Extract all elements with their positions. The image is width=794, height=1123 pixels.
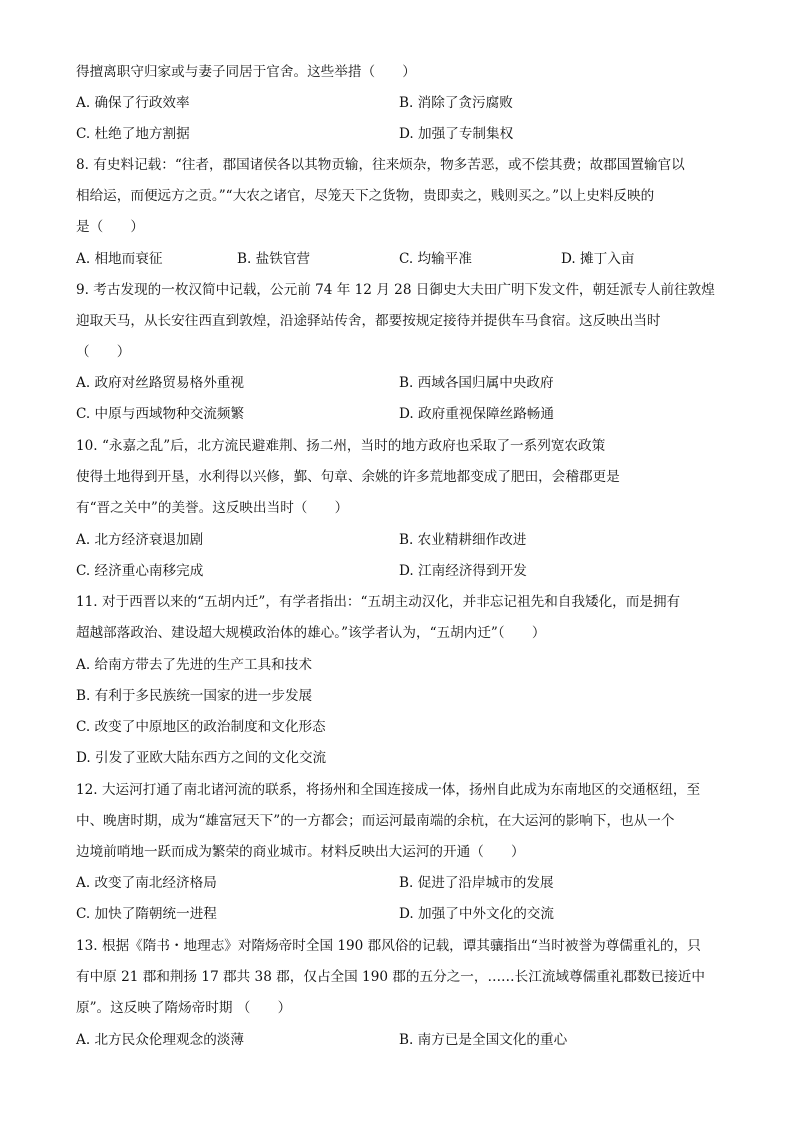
q13-option-a[interactable]: A. 北方民众伦理观念的淡薄 — [76, 1032, 244, 1048]
q11-option-d[interactable]: D. 引发了亚欧大陆东西方之间的文化交流 — [76, 750, 327, 766]
q8-option-d[interactable]: D. 摊丁入亩 — [561, 251, 635, 267]
q12-option-b[interactable]: B. 促进了沿岸城市的发展 — [399, 875, 554, 891]
q12-stem-line: 12. 大运河打通了南北诸河流的联系，将扬州和全国连接成一体，扬州自此成为东南地区的交通枢纽，至 — [76, 782, 701, 798]
q11-option-c[interactable]: C. 改变了中原地区的政治制度和文化形态 — [76, 719, 326, 735]
q10-option-b[interactable]: B. 农业精耕细作改进 — [399, 532, 527, 548]
q7-stem-continuation: 得擅离职守归家或与妻子同居于官舍。这些举措（ ） — [76, 64, 416, 80]
q7-option-c[interactable]: C. 杜绝了地方割据 — [76, 126, 190, 142]
q10-option-d[interactable]: D. 江南经济得到开发 — [399, 563, 527, 579]
q8-stem-line: 8. 有史料记载：“往者，郡国诸侯各以其物贡输，往来烦杂，物多苦恶，或不偿其费；故郡国置输官以 — [76, 157, 685, 173]
q9-option-c[interactable]: C. 中原与西域物种交流频繁 — [76, 406, 245, 422]
q12-option-d[interactable]: D. 加强了中外文化的交流 — [399, 906, 554, 922]
q11-option-a[interactable]: A. 给南方带去了先进的生产工具和技术 — [76, 657, 312, 673]
q7-option-b[interactable]: B. 消除了贪污腐败 — [399, 95, 513, 111]
q10-option-c[interactable]: C. 经济重心南移完成 — [76, 563, 204, 579]
q8-stem-line: 是（ ） — [76, 219, 144, 235]
q12-stem-line: 边境前哨地一跃而成为繁荣的商业城市。材料反映出大运河的开通（ ） — [76, 844, 525, 860]
q9-option-b[interactable]: B. 西域各国归属中央政府 — [399, 375, 554, 391]
q8-option-a[interactable]: A. 相地而衰征 — [76, 251, 163, 267]
q8-stem-line: 相给运，而便远方之贡。”“大农之诸官，尽笼天下之货物，贵即卖之，贱则买之。”以上史料反映的 — [76, 188, 655, 204]
q8-option-c[interactable]: C. 均输平准 — [399, 251, 472, 267]
q10-option-a[interactable]: A. 北方经济衰退加剧 — [76, 532, 204, 548]
q11-option-b[interactable]: B. 有利于多民族统一国家的进一步发展 — [76, 688, 313, 704]
q7-option-d[interactable]: D. 加强了专制集权 — [399, 126, 514, 142]
q7-option-a[interactable]: A. 确保了行政效率 — [76, 95, 190, 111]
q13-stem-line: 13. 根据《隋书・地理志》对隋炀帝时全国 190 郡风俗的记载，谭其骧指出“当时被誉为尊儒重礼的，只 — [76, 938, 701, 954]
q10-stem-line: 10. “永嘉之乱”后，北方流民避难荆、扬二州，当时的地方政府也采取了一系列宽农政策 — [76, 438, 606, 454]
q9-stem-line: 迎取天马，从长安往西直到敦煌，沿途驿站传舍，都要按规定接待并提供车马食宿。这反映出当时 — [76, 313, 661, 329]
q13-stem-line: 原”。这反映了隋炀帝时期 （ ） — [76, 1000, 292, 1016]
q10-stem-line: 有“晋之关中”的美誉。这反映出当时（ ） — [76, 500, 349, 516]
q9-stem-line: 9. 考古发现的一枚汉简中记载，公元前 74 年 12 月 28 日御史大夫田广明下发文件，朝廷派专人前往敦煌 — [76, 282, 715, 298]
q13-option-b[interactable]: B. 南方已是全国文化的重心 — [399, 1032, 568, 1048]
q11-stem-line: 超越部落政治、建设超大规模政治体的雄心。”该学者认为，“五胡内迁”（ ） — [76, 625, 546, 641]
q12-stem-line: 中、晚唐时期，成为“雄富冠天下”的一方都会；而运河最南端的余杭，在大运河的影响下，也从一个 — [76, 813, 675, 829]
q9-option-d[interactable]: D. 政府重视保障丝路畅通 — [399, 406, 554, 422]
q9-stem-line: （ ） — [76, 344, 131, 360]
q9-option-a[interactable]: A. 政府对丝路贸易格外重视 — [76, 375, 244, 391]
q8-option-b[interactable]: B. 盐铁官营 — [237, 251, 311, 267]
q12-option-c[interactable]: C. 加快了隋朝统一进程 — [76, 906, 217, 922]
q12-option-a[interactable]: A. 改变了南北经济格局 — [76, 875, 217, 891]
q13-stem-line: 有中原 21 郡和荆扬 17 郡共 38 郡，仅占全国 190 郡的五分之一，……长江流域尊儒重礼郡数已接近中 — [76, 969, 705, 985]
q11-stem-line: 11. 对于西晋以来的“五胡内迁”，有学者指出：“五胡主动汉化，并非忘记祖先和自我矮化，而是拥有 — [76, 594, 681, 610]
q10-stem-line: 使得土地得到开垦，水利得以兴修，鄞、句章、余姚的许多荒地都变成了肥田，会稽郡更是 — [76, 469, 620, 485]
